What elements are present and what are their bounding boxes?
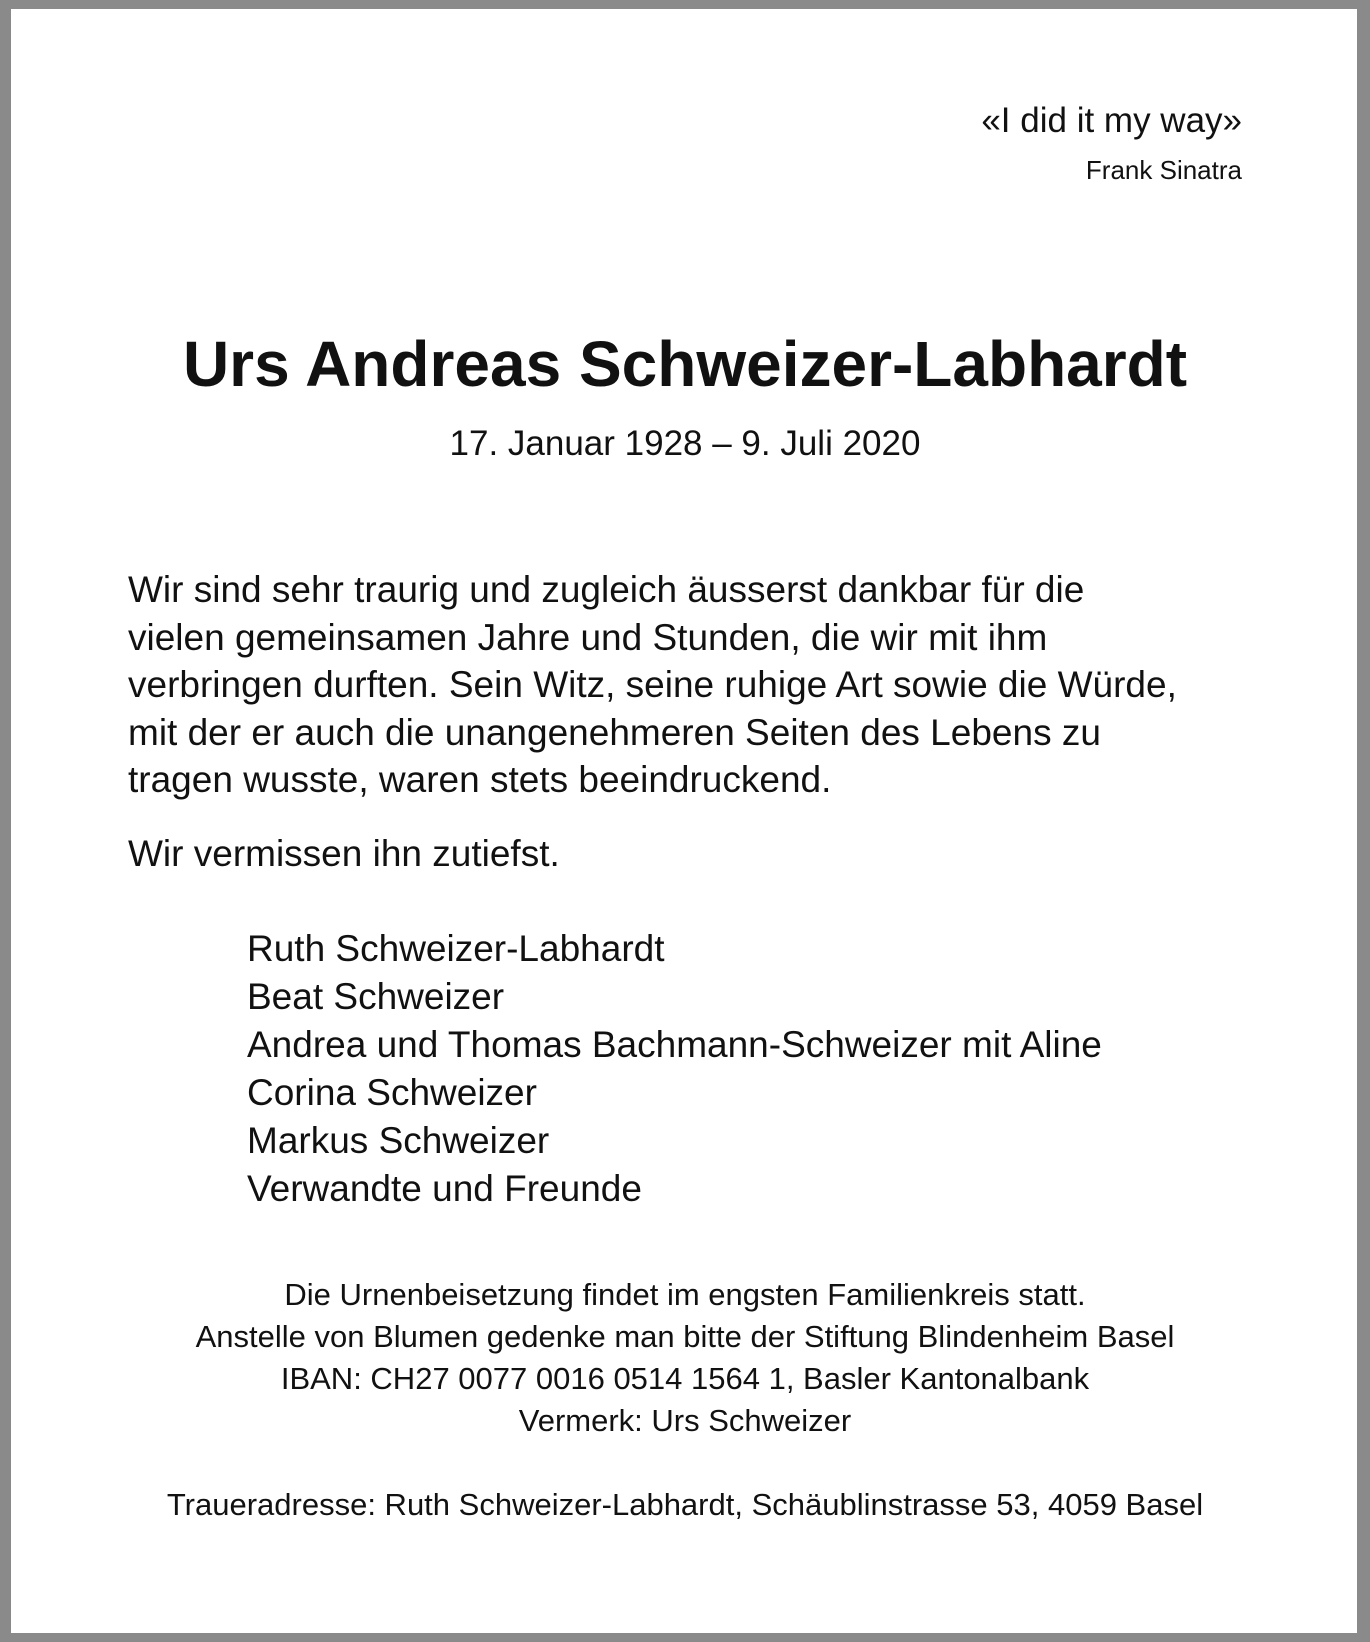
- epigraph-quote: «I did it my way»: [981, 101, 1242, 140]
- mourning-address: Traueradresse: Ruth Schweizer-Labhardt, Schäublinstrasse 53, 4059 Basel: [166, 1487, 1204, 1522]
- closing-sentence: Wir vermissen ihn zutiefst.: [128, 833, 560, 874]
- message-line: vielen gemeinsamen Jahre und Stunden, die wir mit ihm: [128, 616, 1048, 658]
- mourner-name: Verwandte und Freunde: [247, 1168, 642, 1209]
- mourner-name: Corina Schweizer: [247, 1072, 537, 1113]
- deceased-name: Urs Andreas Schweizer-Labhardt: [182, 328, 1188, 400]
- notice-line: Vermerk: Urs Schweizer: [518, 1403, 852, 1438]
- mourner-name: Andrea und Thomas Bachmann-Schweizer mit Aline: [247, 1024, 1102, 1065]
- notice-line: Anstelle von Blumen gedenke man bitte der Stiftung Blindenheim Basel: [195, 1319, 1175, 1354]
- mourners-list: [247, 925, 1102, 1213]
- message-line: tragen wusste, waren stets beeindruckend.: [128, 759, 832, 800]
- mourner-name: Ruth Schweizer-Labhardt: [247, 928, 665, 969]
- funeral-notice: [0, 1274, 1370, 1442]
- message-line: verbringen durften. Sein Witz, seine ruhige Art sowie die Würde,: [128, 664, 1177, 705]
- notice-line: Die Urnenbeisetzung findet im engsten Familienkreis statt.: [284, 1277, 1086, 1312]
- message-line: mit der er auch die unangenehmeren Seiten des Lebens zu: [128, 711, 1101, 753]
- mourner-name: Markus Schweizer: [247, 1120, 550, 1161]
- life-dates: 17. Januar 1928 – 9. Juli 2020: [449, 424, 921, 463]
- epigraph-author: Frank Sinatra: [1085, 155, 1242, 185]
- mourner-name: Beat Schweizer: [247, 976, 505, 1017]
- message-line: Wir sind sehr traurig und zugleich äusserst dankbar für die: [128, 569, 1085, 610]
- notice-line: IBAN: CH27 0077 0016 0514 1564 1, Basler Kantonalbank: [280, 1361, 1090, 1396]
- message-paragraph: [128, 566, 1268, 804]
